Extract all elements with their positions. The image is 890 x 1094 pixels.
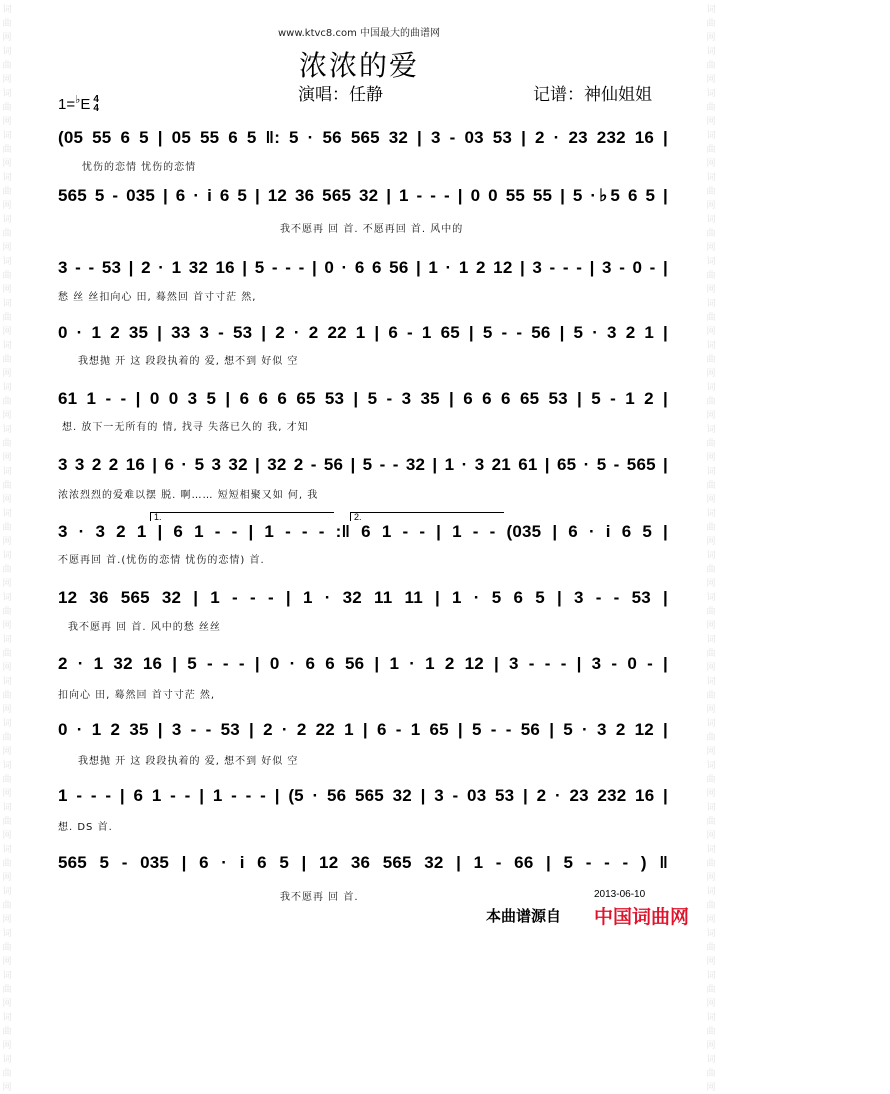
source-label: 本曲谱源自 xyxy=(486,907,562,925)
watermark-char: 网 xyxy=(706,495,716,505)
watermark-char: 网 xyxy=(2,705,12,715)
watermark-char: 曲 xyxy=(706,859,716,869)
watermark-char: 网 xyxy=(706,75,716,85)
lyrics-line-10: 我想抛 开 这 段段执着的 爱, 想不到 好似 空 xyxy=(78,756,299,767)
watermark-char: 曲 xyxy=(706,61,716,71)
watermark-char: 曲 xyxy=(2,271,12,281)
watermark-char: 曲 xyxy=(706,691,716,701)
watermark-char: 词 xyxy=(2,425,12,435)
watermark-char: 词 xyxy=(2,635,12,645)
watermark-char: 网 xyxy=(706,789,716,799)
notation-line-12: 565 5 - 035 | 6 · i 6 5 | 12 36 565 32 | 1 - 66 | 5 - - - ) ‖ xyxy=(58,853,668,872)
watermark-char: 网 xyxy=(2,411,12,421)
watermark-char: 网 xyxy=(706,327,716,337)
lyrics-line-8: 我不愿再 回 首. 风中的愁 丝丝 xyxy=(68,622,221,633)
watermark-char: 网 xyxy=(2,1083,12,1093)
watermark-char: 网 xyxy=(706,201,716,211)
lyrics-line-2: 我不愿再 回 首. 不愿再回 首. 风中的 xyxy=(280,224,464,235)
watermark-char: 曲 xyxy=(2,313,12,323)
watermark-char: 词 xyxy=(2,803,12,813)
watermark-char: 曲 xyxy=(2,61,12,71)
watermark-char: 词 xyxy=(2,467,12,477)
notation-line-6: 3 3 2 2 16 | 6 · 5 3 32 | 32 2 - 56 | 5 - - 32 | 1 · 3 21 61 | 65 · 5 - 565 | xyxy=(58,455,668,474)
watermark-char: 词 xyxy=(2,215,12,225)
watermark-char: 曲 xyxy=(706,1027,716,1037)
watermark-char: 网 xyxy=(2,495,12,505)
lyrics-line-7: 不愿再回 首.(忧伤的恋情 忧伤的恋情) 首. xyxy=(58,555,265,566)
watermark-char: 曲 xyxy=(2,1069,12,1079)
watermark-char: 词 xyxy=(706,1055,716,1065)
watermark-char: 曲 xyxy=(2,859,12,869)
watermark-char: 曲 xyxy=(2,607,12,617)
key-prefix: 1= xyxy=(58,95,76,113)
watermark-char: 词 xyxy=(706,173,716,183)
watermark-char: 网 xyxy=(706,117,716,127)
volta-1: 1. xyxy=(150,512,334,521)
notation-line-4: 0 · 1 2 35 | 33 3 - 53 | 2 · 2 22 1 | 6 - 1 65 | 5 - - 56 | 5 · 3 2 1 | xyxy=(58,323,668,342)
watermark-char: 词 xyxy=(706,761,716,771)
watermark-char: 网 xyxy=(2,159,12,169)
watermark-char: 词 xyxy=(706,89,716,99)
watermark-char: 网 xyxy=(706,663,716,673)
watermark-char: 词 xyxy=(706,971,716,981)
watermark-char: 网 xyxy=(706,285,716,295)
watermark-char: 词 xyxy=(2,677,12,687)
watermark-char: 词 xyxy=(706,383,716,393)
watermark-char: 词 xyxy=(2,341,12,351)
watermark-char: 网 xyxy=(2,747,12,757)
watermark-char: 曲 xyxy=(706,355,716,365)
watermark-char: 词 xyxy=(706,845,716,855)
watermark-char: 网 xyxy=(706,369,716,379)
watermark-char: 词 xyxy=(706,593,716,603)
watermark-char: 曲 xyxy=(706,985,716,995)
singer: 演唱：任静 xyxy=(298,85,383,105)
watermark-char: 曲 xyxy=(706,19,716,29)
brand-logo-text[interactable]: 中国词曲网 xyxy=(594,906,690,928)
watermark-char: 词 xyxy=(706,47,716,57)
watermark-char: 词 xyxy=(706,341,716,351)
watermark-char: 词 xyxy=(2,929,12,939)
watermark-char: 曲 xyxy=(706,733,716,743)
watermark-char: 曲 xyxy=(2,1027,12,1037)
lyrics-line-9: 扣向心 田, 蓦然回 首寸寸茫 然, xyxy=(58,690,216,701)
time-bottom: 4 xyxy=(93,103,99,114)
watermark-char: 网 xyxy=(2,621,12,631)
watermark-char: 网 xyxy=(2,1041,12,1051)
watermark-char: 网 xyxy=(2,201,12,211)
watermark-char: 曲 xyxy=(706,1069,716,1079)
watermark-char: 曲 xyxy=(2,691,12,701)
watermark-char: 网 xyxy=(2,327,12,337)
watermark-char: 曲 xyxy=(2,817,12,827)
transcriber: 记谱：神仙姐姐 xyxy=(533,85,652,105)
watermark-char: 词 xyxy=(706,467,716,477)
watermark-char: 网 xyxy=(706,621,716,631)
watermark-char: 网 xyxy=(706,747,716,757)
watermark-char: 词 xyxy=(706,635,716,645)
watermark-char: 网 xyxy=(2,117,12,127)
watermark-char: 曲 xyxy=(2,649,12,659)
notation-line-10: 0 · 1 2 35 | 3 - - 53 | 2 · 2 22 1 | 6 - 1 65 | 5 - - 56 | 5 · 3 2 12 | xyxy=(58,720,668,739)
watermark-char: 网 xyxy=(706,159,716,169)
watermark-char: 网 xyxy=(2,75,12,85)
key-signature xyxy=(58,95,99,113)
volta-2: 2. xyxy=(350,512,504,521)
watermark-char: 曲 xyxy=(2,229,12,239)
watermark-char: 网 xyxy=(706,705,716,715)
watermark-char: 词 xyxy=(706,425,716,435)
watermark-char: 网 xyxy=(706,957,716,967)
watermark-char: 曲 xyxy=(706,607,716,617)
watermark-char: 网 xyxy=(2,243,12,253)
watermark-char: 词 xyxy=(2,299,12,309)
watermark-char: 网 xyxy=(706,873,716,883)
watermark-char: 曲 xyxy=(706,397,716,407)
watermark-char: 网 xyxy=(2,999,12,1009)
watermark-char: 网 xyxy=(2,957,12,967)
watermark-char: 曲 xyxy=(706,901,716,911)
watermark-char: 曲 xyxy=(2,733,12,743)
watermark-char: 词 xyxy=(2,89,12,99)
watermark-char: 词 xyxy=(706,257,716,267)
watermark-char: 曲 xyxy=(706,649,716,659)
watermark-char: 网 xyxy=(2,663,12,673)
watermark-char: 曲 xyxy=(2,355,12,365)
watermark-char: 词 xyxy=(2,719,12,729)
notation-line-8: 12 36 565 32 | 1 - - - | 1 · 32 11 11 | 1 · 5 6 5 | 3 - - 53 | xyxy=(58,588,668,607)
watermark-char: 网 xyxy=(706,411,716,421)
watermark-char: 网 xyxy=(2,369,12,379)
watermark-char: 曲 xyxy=(2,775,12,785)
watermark-char: 网 xyxy=(2,33,12,43)
watermark-char: 词 xyxy=(2,845,12,855)
date: 2013-06-10 xyxy=(594,889,646,900)
site-url[interactable]: www.ktvc8.com 中国最大的曲谱网 xyxy=(277,28,440,39)
watermark-char: 曲 xyxy=(706,229,716,239)
watermark-char: 词 xyxy=(2,509,12,519)
watermark-char: 词 xyxy=(2,887,12,897)
watermark-char: 曲 xyxy=(2,985,12,995)
watermark-char: 词 xyxy=(2,5,12,15)
notation-line-11: 1 - - - | 6 1 - - | 1 - - - | (5 · 56 565 32 | 3 - 03 53 | 2 · 23 232 16 | xyxy=(58,786,668,805)
watermark-char: 曲 xyxy=(706,565,716,575)
watermark-char: 曲 xyxy=(2,19,12,29)
watermark-char: 网 xyxy=(2,873,12,883)
watermark-char: 网 xyxy=(2,915,12,925)
watermark-char: 曲 xyxy=(2,187,12,197)
watermark-char: 网 xyxy=(706,831,716,841)
notation-line-5: 61 1 - - | 0 0 3 5 | 6 6 6 65 53 | 5 - 3 35 | 6 6 6 65 53 | 5 - 1 2 | xyxy=(58,389,668,408)
watermark-char: 曲 xyxy=(706,145,716,155)
lyrics-line-11: 想. DS 首. xyxy=(58,822,113,833)
watermark-char: 曲 xyxy=(706,817,716,827)
time-signature xyxy=(93,95,99,113)
watermark-char: 曲 xyxy=(2,481,12,491)
watermark-char: 词 xyxy=(2,1013,12,1023)
notation-line-2: 565 5 - 035 | 6 · i 6 5 | 12 36 565 32 | 1 - - - | 0 0 55 55 | 5 ·♭5 6 5 | xyxy=(58,186,668,205)
watermark-char: 词 xyxy=(706,551,716,561)
watermark-char: 曲 xyxy=(2,103,12,113)
watermark-char: 网 xyxy=(706,537,716,547)
time-top: 4 xyxy=(93,94,99,105)
watermark-char: 曲 xyxy=(706,271,716,281)
watermark-char: 网 xyxy=(706,243,716,253)
watermark-char: 词 xyxy=(2,257,12,267)
watermark-char: 曲 xyxy=(706,775,716,785)
watermark-char: 词 xyxy=(2,971,12,981)
watermark-char: 词 xyxy=(2,131,12,141)
lyrics-line-4: 我想抛 开 这 段段执着的 爱, 想不到 好似 空 xyxy=(78,356,299,367)
watermark-char: 曲 xyxy=(2,901,12,911)
watermark-char: 词 xyxy=(2,47,12,57)
watermark-char: 曲 xyxy=(706,313,716,323)
watermark-char: 网 xyxy=(2,831,12,841)
watermark-char: 词 xyxy=(706,299,716,309)
watermark-char: 曲 xyxy=(2,523,12,533)
watermark-char: 词 xyxy=(2,173,12,183)
watermark-char: 词 xyxy=(2,551,12,561)
watermark-char: 词 xyxy=(2,383,12,393)
watermark-char: 网 xyxy=(2,453,12,463)
watermark-char: 词 xyxy=(706,887,716,897)
watermark-char: 曲 xyxy=(706,523,716,533)
notation-line-9: 2 · 1 32 16 | 5 - - - | 0 · 6 6 56 | 1 · 1 2 12 | 3 - - - | 3 - 0 - | xyxy=(58,654,668,673)
notation-line-7: 3 · 3 2 1 | 6 1 - - | 1 - - - :‖ 6 1 - - | 1 - - (035 | 6 · i 6 5 | xyxy=(58,522,668,541)
watermark-char: 词 xyxy=(706,1013,716,1023)
key-note: E xyxy=(80,95,91,113)
lyrics-line-6: 浓浓烈烈的爱难以摆 脱. 啊…… 短短相聚又如 何, 我 xyxy=(58,490,319,501)
watermark-char: 网 xyxy=(706,33,716,43)
lyrics-line-3: 愁 丝 丝扣向心 田, 蓦然回 首寸寸茫 然, xyxy=(58,292,257,303)
watermark-char: 曲 xyxy=(706,187,716,197)
watermark-char: 网 xyxy=(2,537,12,547)
watermark-char: 曲 xyxy=(2,943,12,953)
watermark-char: 词 xyxy=(706,215,716,225)
left-watermark xyxy=(0,0,14,1093)
watermark-char: 曲 xyxy=(2,439,12,449)
watermark-char: 词 xyxy=(706,803,716,813)
notation-line-1: (05 55 6 5 | 05 55 6 5 ‖: 5 · 56 565 32 | 3 - 03 53 | 2 · 23 232 16 | xyxy=(58,128,668,147)
lyrics-line-12: 我不愿再 回 首. xyxy=(280,892,359,903)
watermark-char: 词 xyxy=(706,719,716,729)
watermark-char: 曲 xyxy=(706,439,716,449)
watermark-char: 曲 xyxy=(706,103,716,113)
watermark-char: 网 xyxy=(706,915,716,925)
watermark-char: 网 xyxy=(2,285,12,295)
watermark-char: 词 xyxy=(706,509,716,519)
watermark-char: 曲 xyxy=(706,943,716,953)
watermark-char: 词 xyxy=(2,761,12,771)
watermark-char: 曲 xyxy=(2,145,12,155)
lyrics-line-5: 想. 放下一无所有的 情, 找寻 失落已久的 我, 才知 xyxy=(62,422,309,433)
watermark-char: 词 xyxy=(2,593,12,603)
watermark-char: 词 xyxy=(706,131,716,141)
watermark-char: 网 xyxy=(706,1083,716,1093)
song-title: 浓浓的爱 xyxy=(298,49,419,82)
watermark-char: 曲 xyxy=(2,565,12,575)
watermark-char: 网 xyxy=(706,453,716,463)
watermark-char: 网 xyxy=(706,999,716,1009)
watermark-char: 网 xyxy=(706,579,716,589)
watermark-char: 词 xyxy=(706,929,716,939)
watermark-char: 网 xyxy=(2,579,12,589)
watermark-char: 词 xyxy=(706,5,716,15)
right-watermark xyxy=(704,0,718,1093)
watermark-char: 词 xyxy=(706,677,716,687)
notation-line-3: 3 - - 53 | 2 · 1 32 16 | 5 - - - | 0 · 6 6 56 | 1 · 1 2 12 | 3 - - - | 3 - 0 - | xyxy=(58,258,668,277)
key-flat: ♭ xyxy=(75,93,81,106)
watermark-char: 网 xyxy=(2,789,12,799)
watermark-char: 网 xyxy=(706,1041,716,1051)
lyrics-line-1: 忧伤的恋情 忧伤的恋情 xyxy=(82,162,197,173)
watermark-char: 曲 xyxy=(2,397,12,407)
watermark-char: 词 xyxy=(2,1055,12,1065)
watermark-char: 曲 xyxy=(706,481,716,491)
